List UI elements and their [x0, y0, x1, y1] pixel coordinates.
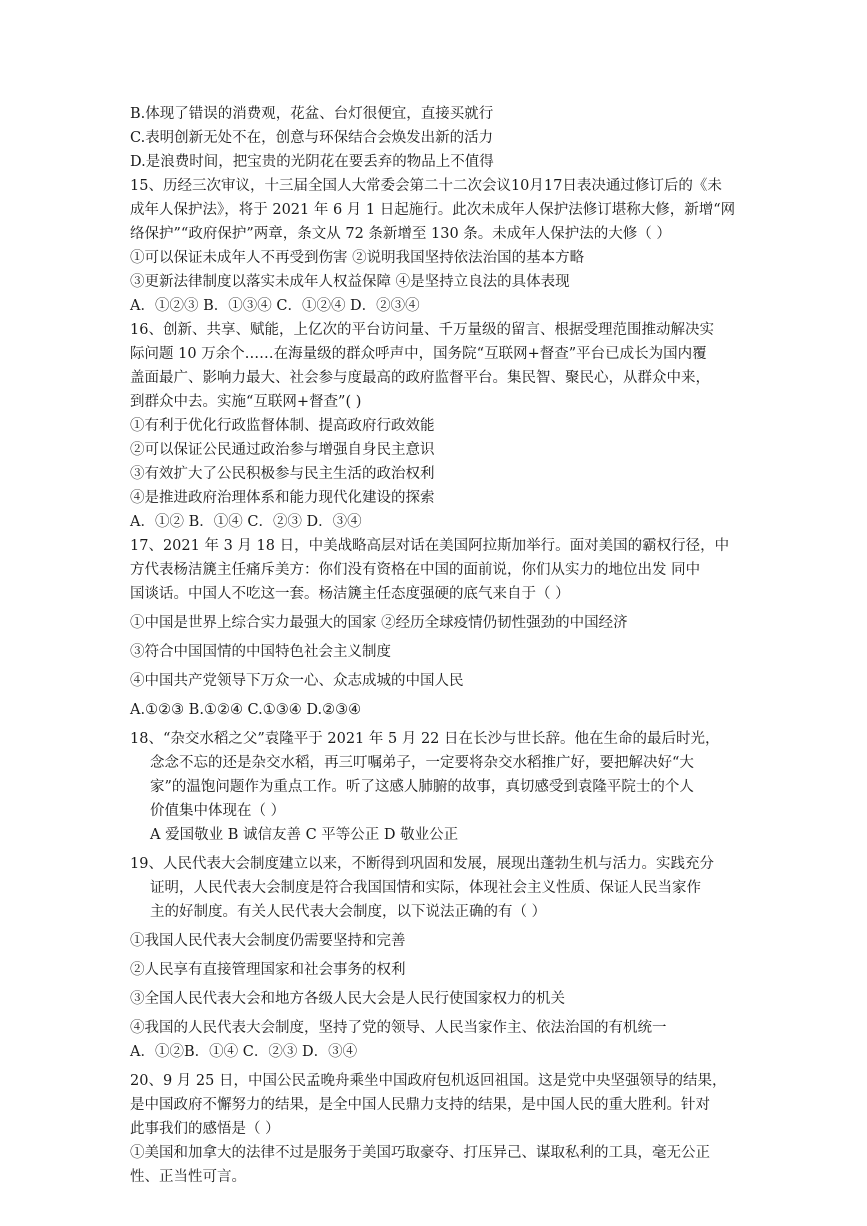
question-stem-line: 家”的温饱问题作为重点工作。听了这感人肺腑的故事，真切感受到袁隆平院士的个人 — [150, 779, 694, 795]
question-stem-line: 16、创新、共享、赋能，上亿次的平台访问量、千万量级的留言、根据受理范围推动解决实 — [130, 322, 714, 338]
question-stem-line: 到群众中去。实施“互联网+督查”( ) — [130, 394, 362, 410]
answer-choices: A．①②③ B．①③④ C．①②④ D．②③④ — [130, 298, 420, 314]
question-stem-line: 19、人民代表大会制度建立以来，不断得到巩固和发展，展现出蓬勃生机与活力。实践充分 — [130, 856, 714, 872]
statement-line: ①可以保证未成年人不再受到伤害 ②说明我国坚持依法治国的基本方略 — [130, 250, 585, 266]
option-b: B.体现了错误的消费观，花盆、台灯很便宜，直接买就行 — [130, 106, 494, 122]
statement-line: ①美国和加拿大的法律不过是服务于美国巧取豪夺、打压异己、谋取私利的工具，毫无公正 — [130, 1145, 710, 1161]
question-stem-line: 主的好制度。有关人民代表大会制度，以下说法正确的有（ ） — [150, 904, 547, 920]
question-stem-line: 际问题 10 万余个……在海量级的群众呼声中，国务院“互联网+督查”平台已成长为国内覆 — [130, 346, 707, 362]
question-18 — [130, 727, 742, 847]
question-stem-line: 念念不忘的还是杂交水稻，再三叮嘱弟子，一定要将杂交水稻推广好，要把解决好“大 — [150, 755, 694, 771]
statement-line: ③更新法律制度以落实未成年人权益保障 ④是坚持立良法的具体表现 — [130, 274, 570, 290]
statement-line: ③有效扩大了公民积极参与民主生活的政治权利 — [130, 466, 435, 482]
statement-line: 性、正当性可言。 — [130, 1169, 246, 1185]
statement-line: ①我国人民代表大会制度仍需要坚持和完善 — [130, 933, 406, 949]
statement-line: ②可以保证公民通过政治参与增强自身民主意识 — [130, 442, 435, 458]
answer-choices: A.①②③ B.①②④ C.①③④ D.②③④ — [130, 702, 362, 718]
question-stem-line: 18、“杂交水稻之父”袁隆平于 2021 年 5 月 22 日在长沙与世长辞。他在生命的最后时光， — [130, 731, 720, 747]
statement-line: ①中国是世界上综合实力最强大的国家 ②经历全球疫情仍韧性强劲的中国经济 — [130, 615, 628, 631]
statement-line: ④中国共产党领导下万众一心、众志成城的中国人民 — [130, 673, 464, 689]
question-15 — [130, 174, 742, 318]
question-stem-line: 方代表杨洁篪主任痛斥美方：你们没有资格在中国的面前说，你们从实力的地位出发 同中 — [130, 562, 701, 578]
question-19 — [130, 852, 742, 1064]
question-stem-line: 国谈话。中国人不吃这一套。杨洁篪主任态度强硬的底气来自于（ ） — [130, 586, 570, 602]
question-stem-line: 17、2021 年 3 月 18 日，中美战略高层对话在美国阿拉斯加举行。面对美国的霸权行径，中 — [130, 538, 730, 554]
question-16 — [130, 318, 742, 534]
question-20 — [130, 1069, 742, 1189]
option-c: C.表明创新无处不在，创意与环保结合会焕发出新的活力 — [130, 130, 494, 146]
question-17 — [130, 534, 742, 722]
question-stem-line: 盖面最广、影响力最大、社会参与度最高的政府监督平台。集民智、聚民心，从群众中来， — [130, 370, 710, 386]
statement-line: ③符合中国国情的中国特色社会主义制度 — [130, 644, 391, 660]
question-stem-line: 络保护”“政府保护”两章，条文从 72 条新增至 130 条。未成年人保护法的大修（ ） — [130, 226, 671, 242]
question-stem-line: 此事我们的感悟是（ ） — [130, 1121, 280, 1137]
statement-line: ③全国人民代表大会和地方各级人民大会是人民行使国家权力的机关 — [130, 991, 565, 1007]
statement-line: ①有利于优化行政监督体制、提高政府行政效能 — [130, 418, 435, 434]
question-14-options — [130, 102, 742, 174]
question-stem-line: 证明，人民代表大会制度是符合我国国情和实际，体现社会主义性质、保证人民当家作 — [150, 880, 701, 896]
statement-line: ④是推进政府治理体系和能力现代化建设的探索 — [130, 490, 435, 506]
answer-choices: A．①② B．①④ C．②③ D．③④ — [130, 514, 362, 530]
statement-line: ②人民享有直接管理国家和社会事务的权利 — [130, 962, 406, 978]
question-stem-line: 成年人保护法》，将于 2021 年 6 月 1 日起施行。此次未成年人保护法修订堪称大修，新增“网 — [130, 202, 736, 218]
option-d: D.是浪费时间，把宝贵的光阴花在要丢弃的物品上不值得 — [130, 154, 494, 170]
answer-choices: A 爱国敬业 B 诚信友善 C 平等公正 D 敬业公正 — [150, 827, 459, 843]
answer-choices: A．①②B．①④ C．②③ D．③④ — [130, 1044, 358, 1060]
question-stem-line: 是中国政府不懈努力的结果，是全中国人民鼎力支持的结果，是中国人民的重大胜利。针对 — [130, 1097, 710, 1113]
question-stem-line: 价值集中体现在（ ） — [150, 803, 286, 819]
exam-page — [130, 102, 742, 1189]
question-stem-line: 15、历经三次审议，十三届全国人大常委会第二十二次会议10月17日表决通过修订后的《未 — [130, 178, 722, 194]
statement-line: ④我国的人民代表大会制度，坚持了党的领导、人民当家作主、依法治国的有机统一 — [130, 1020, 667, 1036]
question-stem-line: 20、9 月 25 日，中国公民孟晚舟乘坐中国政府包机返回祖国。这是党中央坚强领导的结果， — [130, 1073, 727, 1089]
